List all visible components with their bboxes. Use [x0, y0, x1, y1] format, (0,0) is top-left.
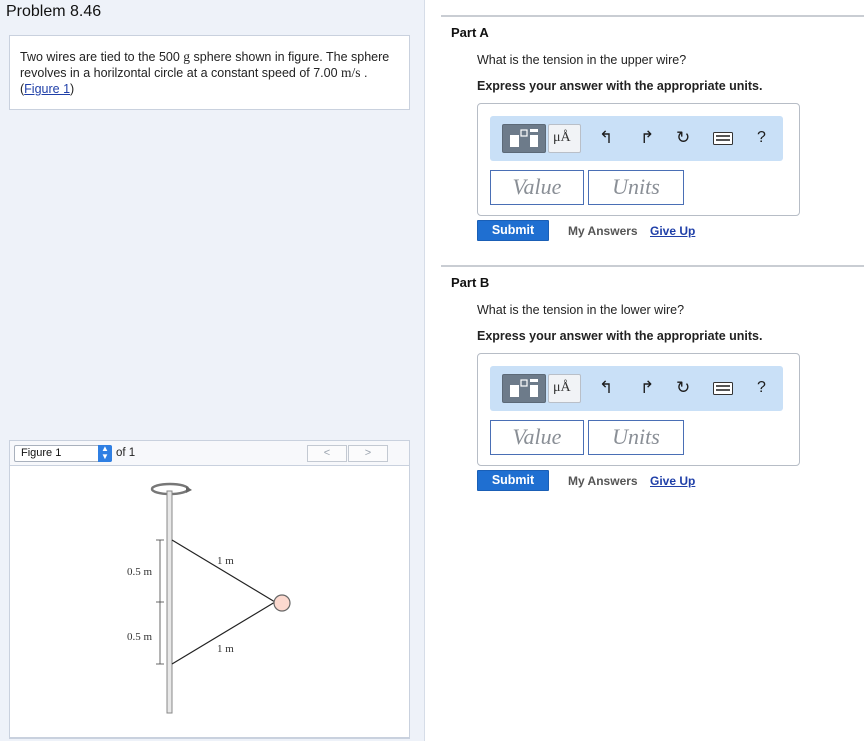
problem-panel [0, 0, 425, 741]
part-b-units-input[interactable]: Units [588, 420, 684, 455]
part-b-units-symbol: μÅ [553, 380, 571, 395]
keyboard-icon[interactable] [713, 382, 733, 395]
vertical-pole [167, 491, 172, 713]
upper-wire [172, 540, 275, 602]
figure-select[interactable] [14, 445, 112, 462]
part-a-give-up-link[interactable]: Give Up [650, 224, 696, 238]
part-b-divider [441, 265, 864, 267]
part-a-toolbar [490, 116, 783, 161]
undo-icon[interactable]: ↰ [599, 378, 614, 397]
mass-unit: g [183, 49, 191, 64]
reset-icon[interactable]: ↻ [676, 128, 691, 147]
chevron-right-icon: > [364, 447, 372, 459]
figure-select-value: Figure 1 [21, 447, 62, 459]
problem-text-3: . ( [20, 66, 368, 96]
part-a-my-answers-link[interactable]: My Answers [568, 224, 638, 238]
part-b-value-input[interactable]: Value [490, 420, 584, 455]
part-b-question: What is the tension in the lower wire? [477, 303, 685, 317]
templates-icon [503, 125, 545, 152]
problem-text-2: sphere shown in figure. The sphere revolves in a horilzontal circle at a constant speed of 7.00 [20, 50, 390, 80]
next-figure-button[interactable] [348, 445, 388, 462]
part-a-value-input[interactable]: Value [490, 170, 584, 205]
part-a-heading: Part A [451, 25, 489, 40]
figure-display [9, 466, 410, 738]
figure-link[interactable]: Figure 1 [24, 82, 71, 96]
problem-text-1: Two wires are tied to the 500 [20, 50, 180, 64]
lower-height-label: 0.5 m [127, 631, 153, 643]
part-b-heading: Part B [451, 275, 490, 290]
redo-icon[interactable]: ↱ [640, 128, 655, 147]
part-a-units-button[interactable] [548, 124, 581, 153]
part-a-submit-button[interactable]: Submit [477, 220, 549, 241]
help-icon[interactable]: ? [757, 379, 766, 396]
part-a-question: What is the tension in the upper wire? [477, 53, 687, 67]
upper-wire-length-label: 1 m [217, 555, 234, 567]
part-a-units-symbol: μÅ [553, 130, 571, 145]
part-b-my-answers-link[interactable]: My Answers [568, 474, 638, 488]
figure-bottom-border [9, 737, 410, 739]
speed-unit: m/s [341, 65, 361, 80]
part-b-toolbar [490, 366, 783, 411]
select-arrows-icon: ▲ ▼ [98, 445, 112, 462]
figure-count: of 1 [116, 447, 136, 459]
templates-icon [503, 375, 545, 402]
undo-icon[interactable]: ↰ [599, 128, 614, 147]
sphere [274, 595, 290, 611]
problem-statement [9, 35, 410, 110]
problem-title: Problem 8.46 [6, 3, 102, 20]
part-b-instruction: Express your answer with the appropriate units. [477, 329, 763, 343]
prev-figure-button[interactable] [307, 445, 347, 462]
upper-height-label: 0.5 m [127, 566, 153, 578]
part-a-units-input[interactable]: Units [588, 170, 684, 205]
problem-text-4: ) [70, 82, 75, 96]
sphere-diagram [10, 466, 411, 738]
part-b-answer-box [477, 353, 800, 466]
part-a-divider [441, 15, 864, 17]
figure-navigation [9, 440, 410, 466]
part-b-units-button[interactable] [548, 374, 581, 403]
part-b-give-up-link[interactable]: Give Up [650, 474, 696, 488]
keyboard-icon[interactable] [713, 132, 733, 145]
part-b-submit-button[interactable]: Submit [477, 470, 549, 491]
height-dimension [156, 540, 164, 664]
redo-icon[interactable]: ↱ [640, 378, 655, 397]
part-a-templates-button[interactable] [502, 124, 546, 153]
chevron-left-icon: < [323, 447, 331, 459]
reset-icon[interactable]: ↻ [676, 378, 691, 397]
part-a-instruction: Express your answer with the appropriate units. [477, 79, 763, 93]
part-b-templates-button[interactable] [502, 374, 546, 403]
part-a-answer-box [477, 103, 800, 216]
help-icon[interactable]: ? [757, 129, 766, 146]
lower-wire-length-label: 1 m [217, 643, 234, 655]
